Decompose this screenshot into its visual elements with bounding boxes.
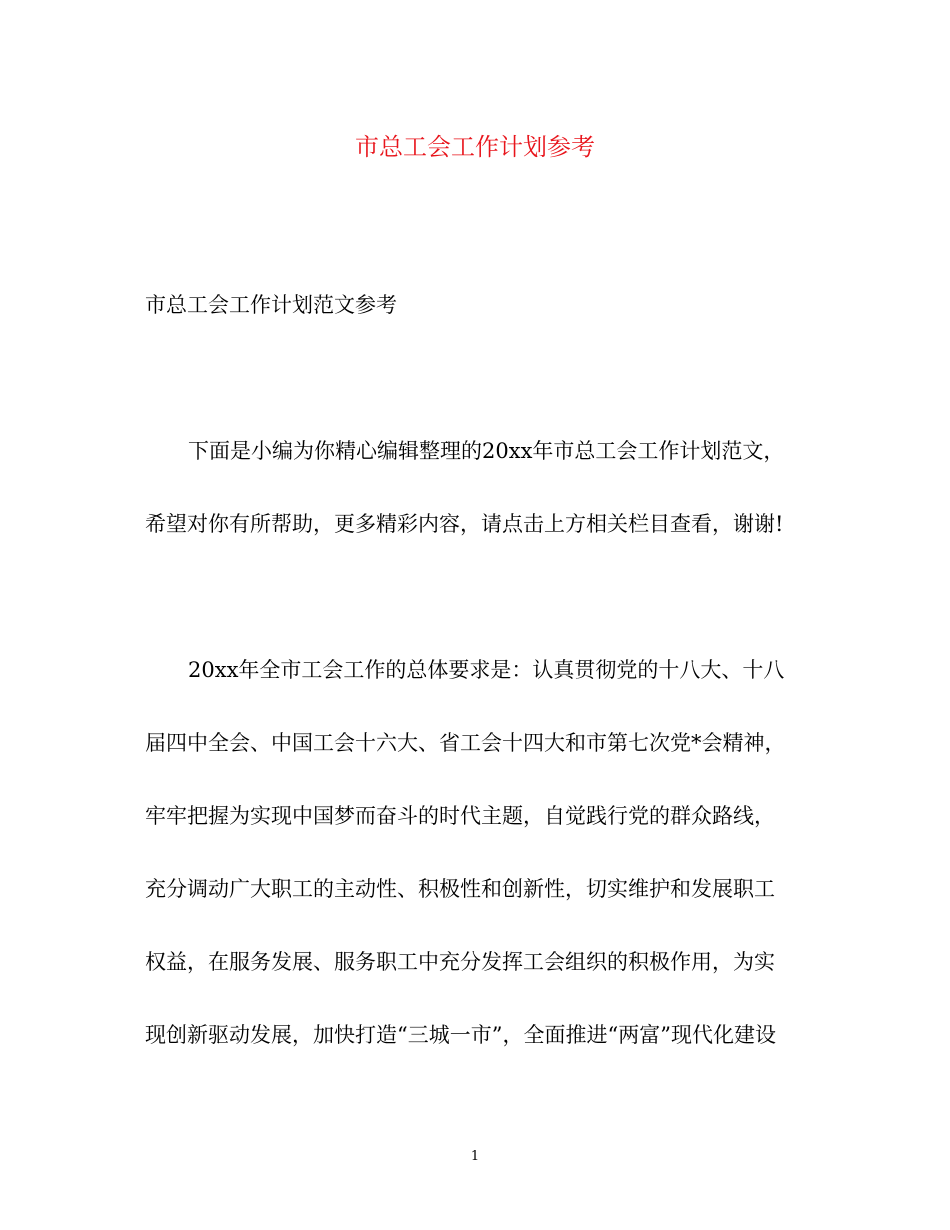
page-number: 1 (470, 1149, 480, 1164)
paragraph-2-line-6: 现创新驱动发展，加快打造“三城一市”，全面推进“两富”现代化建设 (145, 1023, 776, 1047)
paragraph-2-line-5: 权益，在服务发展、服务职工中充分发挥工会组织的积极作用，为实 (145, 950, 775, 974)
paragraph-2-line-2: 届四中全会、中国工会十六大、省工会十四大和市第七次党*会精神， (145, 731, 786, 755)
paragraph-1-line-1: 下面是小编为你精心编辑整理的20xx年市总工会工作计划范文， (188, 439, 785, 463)
paragraph-1-line-2: 希望对你有所帮助，更多精彩内容，请点击上方相关栏目查看，谢谢! (145, 512, 784, 536)
paragraph-2-line-1: 20xx年全市工会工作的总体要求是：认真贯彻党的十八大、十八 (188, 658, 785, 682)
paragraph-2-line-4: 充分调动广大职工的主动性、积极性和创新性，切实维护和发展职工 (145, 877, 775, 901)
document-subtitle: 市总工会工作计划范文参考 (145, 293, 397, 317)
document-title: 市总工会工作计划参考 (355, 133, 595, 161)
paragraph-2-line-3: 牢牢把握为实现中国梦而奋斗的时代主题，自觉践行党的群众路线， (145, 804, 775, 828)
